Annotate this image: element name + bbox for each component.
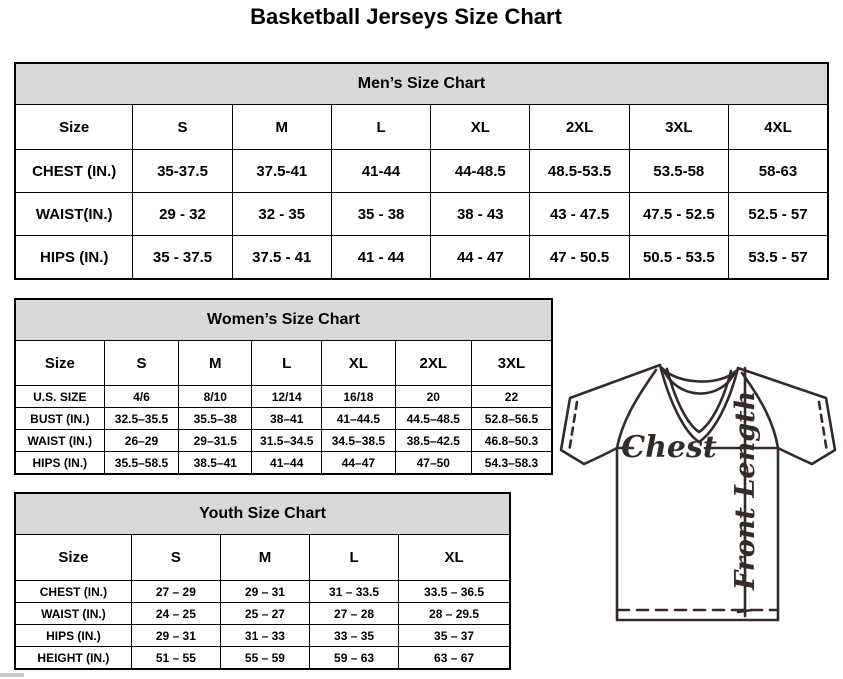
women-ussize-cell: 8/10 (179, 386, 252, 408)
women-ussize-cell: 16/18 (322, 386, 396, 408)
men-hips-cell: 35 - 37.5 (133, 236, 232, 280)
women-bust-cell: 32.5–35.5 (104, 408, 179, 430)
men-chest-cell: 41-44 (331, 150, 430, 193)
women-row-label-ussize: U.S. SIZE (15, 386, 104, 408)
youth-height-cell: 59 – 63 (310, 647, 399, 670)
women-hips-cell: 54.3–58.3 (471, 452, 552, 475)
chest-label: Chest (621, 430, 717, 465)
youth-hips-cell: 29 – 31 (131, 625, 220, 647)
men-hips-cell: 50.5 - 53.5 (629, 236, 728, 280)
men-hips-cell: 44 - 47 (431, 236, 530, 280)
youth-height-row (15, 647, 510, 670)
women-bust-cell: 41–44.5 (322, 408, 396, 430)
youth-waist-cell: 24 – 25 (131, 603, 220, 625)
men-chest-cell: 35-37.5 (133, 150, 232, 193)
youth-row-label-chest: CHEST (IN.) (15, 581, 131, 603)
women-hips-row (15, 452, 552, 475)
youth-row-label-height: HEIGHT (IN.) (15, 647, 131, 670)
women-row-label-waist: WAIST (IN.) (15, 430, 104, 452)
jersey-collar-arc1 (662, 368, 736, 382)
youth-row-label-hips: HIPS (IN.) (15, 625, 131, 647)
women-waist-cell: 31.5–34.5 (252, 430, 322, 452)
youth-chest-cell: 29 – 31 (220, 581, 309, 603)
front-length-label: Front Length (730, 390, 761, 590)
youth-size-chart-table (14, 492, 511, 670)
men-header-3xl: 3XL (629, 105, 728, 150)
men-waist-cell: 38 - 43 (431, 193, 530, 236)
women-bust-row (15, 408, 552, 430)
women-bust-cell: 52.8–56.5 (471, 408, 552, 430)
sleeve-stitch-left (569, 402, 577, 452)
men-waist-cell: 29 - 32 (133, 193, 232, 236)
men-header-2xl: 2XL (530, 105, 629, 150)
men-header-l: L (331, 105, 430, 150)
jersey-outline (561, 365, 835, 620)
men-header-size: Size (15, 105, 133, 150)
youth-header-m: M (220, 535, 309, 581)
women-size-chart-table (14, 298, 553, 475)
men-hips-cell: 47 - 50.5 (530, 236, 629, 280)
men-chest-cell: 37.5-41 (232, 150, 331, 193)
page-title: Basketball Jerseys Size Chart (250, 4, 562, 29)
women-header-l: L (252, 341, 322, 386)
women-header-2xl: 2XL (395, 341, 471, 386)
men-header-4xl: 4XL (728, 105, 828, 150)
men-table-title: Men’s Size Chart (15, 63, 828, 105)
men-chest-cell: 53.5-58 (629, 150, 728, 193)
men-row-label-hips: HIPS (IN.) (15, 236, 133, 280)
sleeve-stitch-right (819, 402, 827, 452)
men-waist-cell: 43 - 47.5 (530, 193, 629, 236)
women-hips-cell: 35.5–58.5 (104, 452, 179, 475)
women-hips-cell: 41–44 (252, 452, 322, 475)
youth-header-xl: XL (399, 535, 510, 581)
women-bust-cell: 44.5–48.5 (395, 408, 471, 430)
youth-height-cell: 51 – 55 (131, 647, 220, 670)
women-bust-cell: 35.5–38 (179, 408, 252, 430)
men-hips-cell: 37.5 - 41 (232, 236, 331, 280)
women-waist-cell: 34.5–38.5 (322, 430, 396, 452)
youth-table-title: Youth Size Chart (15, 493, 510, 535)
men-chest-cell: 58-63 (728, 150, 828, 193)
women-hips-cell: 44–47 (322, 452, 396, 475)
youth-hips-row (15, 625, 510, 647)
youth-height-cell: 63 – 67 (399, 647, 510, 670)
men-row-label-waist: WAIST(IN.) (15, 193, 133, 236)
youth-hips-cell: 33 – 35 (310, 625, 399, 647)
women-hips-cell: 38.5–41 (179, 452, 252, 475)
youth-header-s: S (131, 535, 220, 581)
women-waist-cell: 46.8–50.3 (471, 430, 552, 452)
men-waist-cell: 52.5 - 57 (728, 193, 828, 236)
men-row-label-chest: CHEST (IN.) (15, 150, 133, 193)
youth-header-size: Size (15, 535, 131, 581)
women-header-s: S (104, 341, 179, 386)
youth-waist-cell: 28 – 29.5 (399, 603, 510, 625)
women-hips-cell: 47–50 (395, 452, 471, 475)
women-waist-cell: 26–29 (104, 430, 179, 452)
women-ussize-cell: 4/6 (104, 386, 179, 408)
women-header-m: M (179, 341, 252, 386)
women-waist-cell: 38.5–42.5 (395, 430, 471, 452)
men-size-chart-table (14, 62, 829, 280)
men-hips-row (15, 236, 828, 280)
youth-waist-cell: 25 – 27 (220, 603, 309, 625)
women-row-label-bust: BUST (IN.) (15, 408, 104, 430)
men-waist-cell: 35 - 38 (331, 193, 430, 236)
women-table-title: Women’s Size Chart (15, 299, 552, 341)
youth-header-l: L (310, 535, 399, 581)
youth-height-cell: 55 – 59 (220, 647, 309, 670)
women-header-3xl: 3XL (471, 341, 552, 386)
youth-waist-cell: 27 – 28 (310, 603, 399, 625)
women-bust-cell: 38–41 (252, 408, 322, 430)
men-waist-cell: 32 - 35 (232, 193, 331, 236)
women-waist-row (15, 430, 552, 452)
jersey-measurement-diagram (556, 358, 841, 624)
women-ussize-cell: 12/14 (252, 386, 322, 408)
women-ussize-row (15, 386, 552, 408)
men-hips-cell: 41 - 44 (331, 236, 430, 280)
women-header-size: Size (15, 341, 104, 386)
women-ussize-cell: 22 (471, 386, 552, 408)
youth-chest-cell: 33.5 – 36.5 (399, 581, 510, 603)
men-header-xl: XL (431, 105, 530, 150)
youth-chest-row (15, 581, 510, 603)
scrollbar-fragment (0, 673, 24, 677)
women-waist-cell: 29–31.5 (179, 430, 252, 452)
men-hips-cell: 53.5 - 57 (728, 236, 828, 280)
youth-row-label-waist: WAIST (IN.) (15, 603, 131, 625)
men-header-s: S (133, 105, 232, 150)
youth-waist-row (15, 603, 510, 625)
men-chest-cell: 44-48.5 (431, 150, 530, 193)
men-chest-row (15, 150, 828, 193)
men-chest-cell: 48.5-53.5 (530, 150, 629, 193)
women-ussize-cell: 20 (395, 386, 471, 408)
women-header-xl: XL (322, 341, 396, 386)
men-waist-cell: 47.5 - 52.5 (629, 193, 728, 236)
men-header-m: M (232, 105, 331, 150)
youth-hips-cell: 31 – 33 (220, 625, 309, 647)
youth-chest-cell: 27 – 29 (131, 581, 220, 603)
youth-hips-cell: 35 – 37 (399, 625, 510, 647)
women-row-label-hips: HIPS (IN.) (15, 452, 104, 475)
youth-chest-cell: 31 – 33.5 (310, 581, 399, 603)
men-waist-row (15, 193, 828, 236)
